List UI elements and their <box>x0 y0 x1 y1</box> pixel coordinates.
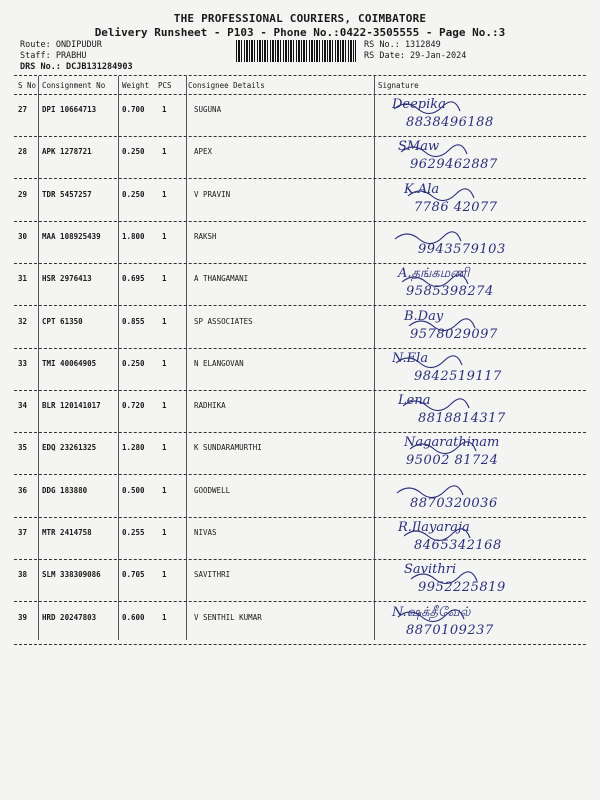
table-row <box>14 433 586 475</box>
signature-phone: 9585398274 <box>406 284 494 300</box>
serial-number: 35 <box>18 443 28 453</box>
signature-name: SMaw <box>398 139 440 155</box>
consignee-name: SP ASSOCIATES <box>194 316 253 326</box>
signature-phone: 8870109237 <box>406 622 494 638</box>
drs-number: DRS No.: DCJB131284903 <box>20 62 133 72</box>
signature-phone: 9578029097 <box>410 326 498 342</box>
serial-number: 28 <box>18 147 28 157</box>
weight-value: 0.255 <box>122 528 145 537</box>
pieces-count: 1 <box>162 147 167 157</box>
barcode <box>236 40 356 62</box>
col-consignment: Consignment No <box>42 81 106 90</box>
consignment-number: HSR 2976413 <box>42 274 92 284</box>
signature-phone: 8818814317 <box>418 411 506 427</box>
pieces-count: 1 <box>162 316 167 326</box>
weight-value: 0.250 <box>122 358 145 368</box>
consignment-number: CPT 61350 <box>42 316 83 326</box>
signature-name: N.ஷக்தீவேல் <box>392 604 471 620</box>
signature-area <box>384 264 584 306</box>
consignee-name: SUGUNA <box>194 105 222 114</box>
consignee-name: APEX <box>194 147 213 157</box>
consignee-name: V PRAVIN <box>194 189 231 199</box>
weight-value: 0.700 <box>122 105 145 114</box>
consignee-name: V SENTHIL KUMAR <box>194 612 262 622</box>
signature-phone: 9952225819 <box>418 580 506 596</box>
rs-number: RS No.: 1312849 <box>364 40 441 50</box>
pieces-count: 1 <box>162 443 167 453</box>
signature-area <box>384 391 584 433</box>
pieces-count: 1 <box>162 358 167 368</box>
table-row <box>14 222 586 264</box>
weight-value: 0.855 <box>122 316 145 326</box>
signature-name: N.Ela <box>392 350 429 366</box>
col-pcs: PCS <box>158 81 172 90</box>
consignment-number: BLR 120141017 <box>42 401 101 411</box>
table-row <box>14 518 586 560</box>
consignment-number: MAA 108925439 <box>42 231 101 241</box>
pieces-count: 1 <box>162 612 167 622</box>
signature-area <box>384 560 584 602</box>
serial-number: 36 <box>18 485 28 495</box>
pieces-count: 1 <box>162 528 167 537</box>
consignee-name: RAKSH <box>194 231 217 241</box>
weight-value: 0.695 <box>122 274 145 284</box>
consignee-name: GOODWELL <box>194 485 231 495</box>
pieces-count: 1 <box>162 189 167 199</box>
company-title: THE PROFESSIONAL COURIERS, COIMBATORE <box>173 12 427 25</box>
serial-number: 33 <box>18 358 28 368</box>
signature-phone: 95002 81724 <box>406 453 499 469</box>
signature-area <box>384 95 584 137</box>
col-sno: S No <box>18 81 37 90</box>
serial-number: 27 <box>18 105 28 114</box>
consignment-number: APK 1278721 <box>42 147 92 157</box>
table-row <box>14 391 586 433</box>
consignee-name: N ELANGOVAN <box>194 358 244 368</box>
signature-area <box>384 433 584 475</box>
weight-value: 0.600 <box>122 612 145 622</box>
table-row <box>14 603 586 645</box>
signature-phone: 8838496188 <box>406 115 494 130</box>
signature-name: Lena <box>398 393 431 409</box>
route-label: Route: ONDIPUDUR <box>20 40 102 50</box>
signature-phone: 9943579103 <box>418 241 506 257</box>
consignment-number: HRD 20247803 <box>42 612 97 622</box>
pieces-count: 1 <box>162 105 167 114</box>
weight-value: 0.720 <box>122 401 145 411</box>
signature-area <box>384 349 584 391</box>
signature-area <box>384 518 584 560</box>
signature-name: Nagarathinam <box>404 435 500 451</box>
signature-name: R.Ilayaraja <box>398 520 470 535</box>
consignee-name: NIVAS <box>194 528 217 537</box>
table-row <box>14 560 586 602</box>
pieces-count: 1 <box>162 401 167 411</box>
consignment-number: DPI 10664713 <box>42 105 97 114</box>
table-row <box>14 476 586 518</box>
runsheet-title: Delivery Runsheet - P103 - Phone No.:0422-3505555 - Page No.:3 <box>94 26 506 39</box>
table-row <box>14 264 586 306</box>
row-divider <box>14 644 586 645</box>
col-signature: Signature <box>378 81 419 90</box>
header-top-divider <box>14 75 586 76</box>
table-row <box>14 307 586 349</box>
consignee-name: K SUNDARAMURTHI <box>194 443 262 453</box>
weight-value: 1.280 <box>122 443 145 453</box>
consignment-number: TDR 5457257 <box>42 189 92 199</box>
signature-area <box>384 137 584 179</box>
pieces-count: 1 <box>162 231 167 241</box>
weight-value: 0.500 <box>122 485 145 495</box>
pieces-count: 1 <box>162 570 167 580</box>
weight-value: 0.250 <box>122 189 145 199</box>
signature-name: K.Ala <box>404 181 440 197</box>
weight-value: 0.705 <box>122 570 145 580</box>
signature-area <box>384 307 584 349</box>
serial-number: 34 <box>18 401 28 411</box>
table-row <box>14 137 586 179</box>
signature-name: A.தங்கமணி <box>398 266 470 282</box>
signature-area <box>384 222 584 264</box>
signature-area <box>384 476 584 518</box>
serial-number: 39 <box>18 612 28 622</box>
consignment-number: EDQ 23261325 <box>42 443 97 453</box>
table-row <box>14 180 586 222</box>
serial-number: 37 <box>18 528 28 537</box>
serial-number: 30 <box>18 231 28 241</box>
col-weight: Weight <box>122 81 150 90</box>
rs-date: RS Date: 29-Jan-2024 <box>364 51 467 61</box>
consignee-name: SAVITHRI <box>194 570 231 580</box>
serial-number: 38 <box>18 570 28 580</box>
pieces-count: 1 <box>162 485 167 495</box>
signature-area <box>384 180 584 222</box>
table-row <box>14 95 586 137</box>
signature-phone: 9842519117 <box>414 368 502 384</box>
table-row <box>14 349 586 391</box>
serial-number: 32 <box>18 316 28 326</box>
signature-phone: 8465342168 <box>414 538 502 553</box>
consignment-number: SLM 338309086 <box>42 570 101 580</box>
consignee-name: RADHIKA <box>194 401 226 411</box>
staff-label: Staff: PRABHU <box>20 51 87 61</box>
weight-value: 1.800 <box>122 231 145 241</box>
serial-number: 31 <box>18 274 28 284</box>
signature-phone: 8870320036 <box>410 495 498 511</box>
signature-phone: 7786 42077 <box>414 199 498 215</box>
signature-area <box>384 603 584 645</box>
consignment-number: MTR 2414758 <box>42 528 92 537</box>
signature-phone: 9629462887 <box>410 157 498 173</box>
consignee-name: A THANGAMANI <box>194 274 249 284</box>
col-consignee: Consignee Details <box>188 81 265 90</box>
signature-name: B.Day <box>404 308 444 324</box>
consignment-number: DDG 183880 <box>42 485 88 495</box>
consignment-number: TMI 40064905 <box>42 358 97 368</box>
weight-value: 0.250 <box>122 147 145 157</box>
signature-name: Deepika <box>392 97 446 112</box>
serial-number: 29 <box>18 189 28 199</box>
pieces-count: 1 <box>162 274 167 284</box>
signature-name: Savithri <box>404 562 457 578</box>
